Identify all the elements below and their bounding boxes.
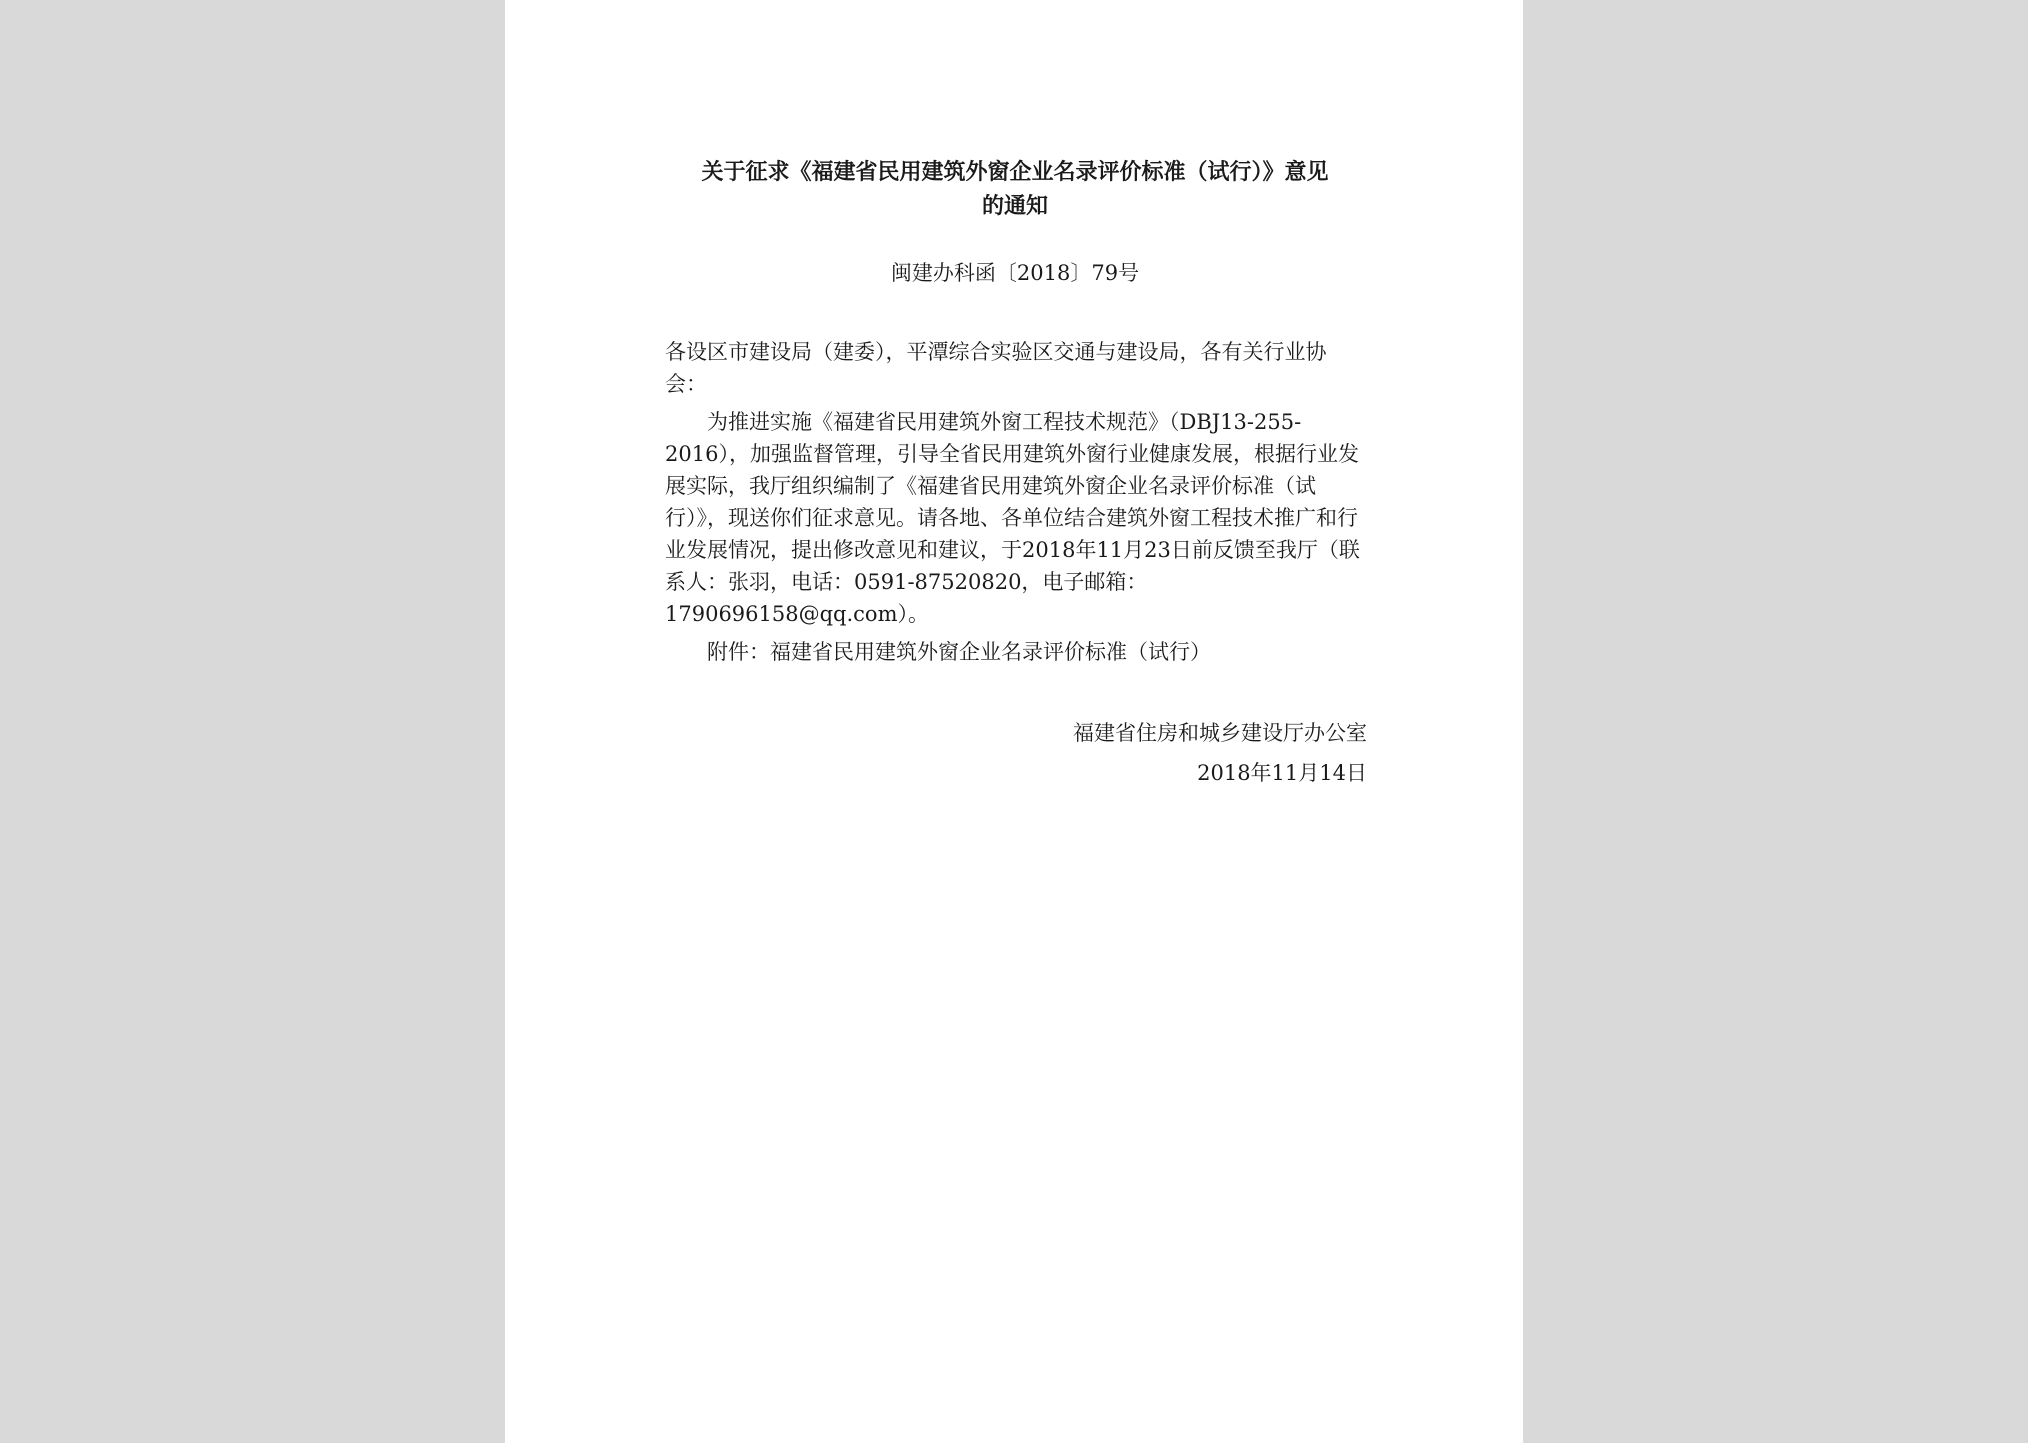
signature-block [665,713,1367,793]
document-page [505,0,1523,1443]
attachment-line: 附件：福建省民用建筑外窗企业名录评价标准（试行） [707,640,1211,664]
main-paragraph: 为推进实施《福建省民用建筑外窗工程技术规范》（DBJ13-255-2016），加强监督管理，引导全省民用建筑外窗行业健康发展，根据行业发展实际，我厅组织编制了《福建省民用建筑外窗企业名录评价标准（试行）》，现送你们征求意见。请各地、各单位结合建筑外窗工程技术推广和行业发展情况，提出修改意见和建议，于2018年11月23日前反馈至我厅（联系人：张羽，电话：0591-87520820，电子邮箱：1790696158@qq.com）。 [665,410,1360,626]
document-number: 闽建办科函〔2018〕79号 [890,261,1140,285]
title-line-2: 的通知 [981,194,1048,219]
salutation: 各设区市建设局（建委），平潭综合实验区交通与建设局，各有关行业协会： [665,340,1327,396]
document-body [665,336,1367,668]
title-line-1: 关于征求《福建省民用建筑外窗企业名录评价标准（试行）》意见 [701,160,1329,185]
document-title [665,156,1365,224]
issue-date: 2018年11月14日 [1197,761,1367,785]
issuer-name: 福建省住房和城乡建设厅办公室 [1073,721,1367,745]
